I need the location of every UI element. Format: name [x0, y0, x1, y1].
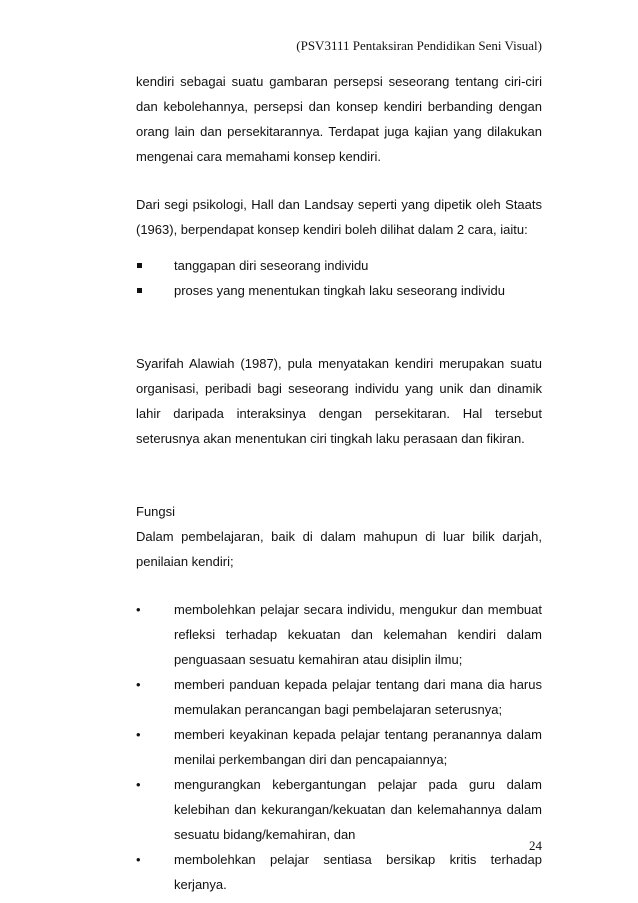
- bullet-icon: •: [136, 777, 141, 792]
- list-item: [136, 772, 542, 847]
- list-item: [136, 278, 542, 303]
- list-item: [136, 847, 542, 897]
- bullet-icon: •: [136, 852, 141, 867]
- paragraph-fungsi-intro: Dalam pembelajaran, baik di dalam mahupun di luar bilik darjah, penilaian kendiri;: [136, 529, 542, 569]
- section-heading-fungsi: Fungsi: [136, 504, 176, 519]
- bullet-icon: •: [136, 677, 141, 692]
- list-item: [136, 722, 542, 772]
- square-bullet-icon: [137, 263, 142, 268]
- paragraph-psikologi: Dari segi psikologi, Hall dan Landsay seperti yang dipetik oleh Staats (1963), berpendapat konsep kendiri boleh dilihat dalam 2 cara, iaitu:: [136, 197, 542, 237]
- square-bullet-list: [136, 253, 542, 303]
- list-item-text: membolehkan pelajar secara individu, mengukur dan membuat refleksi terhadap kekuatan dan kelemahan kendiri dalam penguasaan sesuatu kemahiran atau disiplin ilmu;: [174, 602, 542, 667]
- round-bullet-list: [136, 597, 542, 897]
- page-number: 24: [529, 838, 542, 853]
- list-item: [136, 597, 542, 672]
- list-item-text: memberi panduan kepada pelajar tentang dari mana dia harus memulakan perancangan bagi pembelajaran seterusnya;: [174, 677, 542, 717]
- list-item-text: proses yang menentukan tingkah laku seseorang individu: [174, 283, 505, 298]
- square-bullet-icon: [137, 288, 142, 293]
- bullet-icon: •: [136, 727, 141, 742]
- list-item-text: tanggapan diri seseorang individu: [174, 258, 369, 273]
- list-item: [136, 253, 542, 278]
- page-header: (PSV3111 Pentaksiran Pendidikan Seni Visual): [296, 38, 542, 53]
- paragraph-konsep-kendiri: kendiri sebagai suatu gambaran persepsi seseorang tentang ciri-ciri dan kebolehannya, persepsi dan konsep kendiri berbanding dengan orang lain dan persekitarannya. Terdapat juga kajian yang dilakukan mengenai cara memahami konsep kendiri.: [136, 74, 542, 164]
- list-item-text: membolehkan pelajar sentiasa bersikap kritis terhadap kerjanya.: [174, 852, 542, 892]
- list-item-text: mengurangkan kebergantungan pelajar pada guru dalam kelebihan dan kekurangan/kekuatan dan kelemahannya dalam sesuatu bidang/kemahiran, dan: [174, 777, 542, 842]
- list-item: [136, 672, 542, 722]
- bullet-icon: •: [136, 602, 141, 617]
- list-item-text: memberi keyakinan kepada pelajar tentang peranannya dalam menilai perkembangan diri dan pencapaiannya;: [174, 727, 542, 767]
- page-body: [136, 69, 542, 897]
- paragraph-syarifah: Syarifah Alawiah (1987), pula menyatakan kendiri merupakan suatu organisasi, peribadi bagi seseorang individu yang unik dan dinamik lahir daripada interaksinya dengan persekitaran. Hal tersebut seterusnya akan menentukan ciri tingkah laku perasaan dan fikiran.: [136, 356, 542, 446]
